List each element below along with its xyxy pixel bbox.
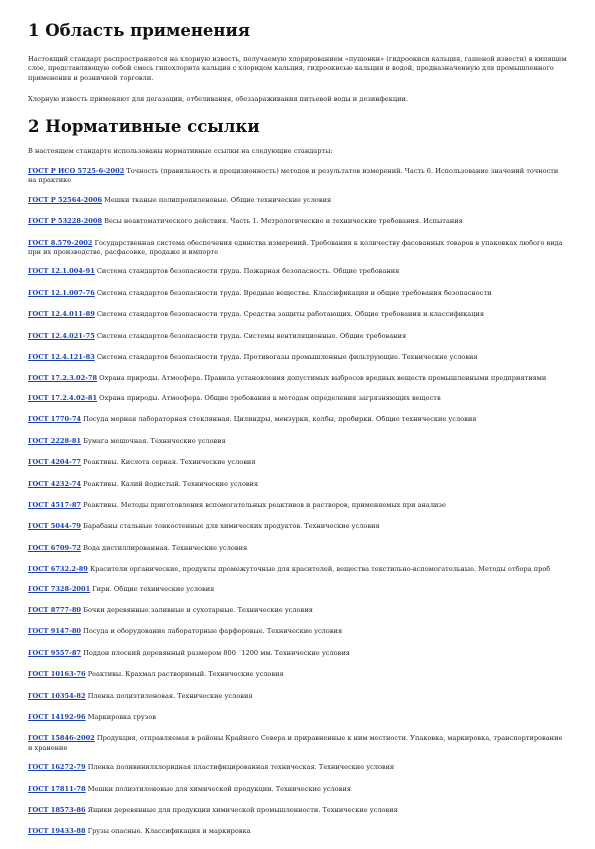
reference-code-link[interactable]: ГОСТ 10163-76 bbox=[28, 670, 86, 679]
reference-item bbox=[28, 353, 568, 362]
reference-code-link[interactable]: ГОСТ 12.1.007-76 bbox=[28, 288, 95, 297]
reference-item bbox=[28, 217, 568, 226]
reference-code-link[interactable]: ГОСТ 7328-2001 bbox=[28, 584, 91, 593]
reference-title: Реактивы. Калий йодистый. Технические условия bbox=[81, 479, 259, 488]
reference-item bbox=[28, 394, 568, 403]
reference-code-link[interactable]: ГОСТ 8777-80 bbox=[28, 605, 82, 614]
reference-code-link[interactable]: ГОСТ 6709-72 bbox=[28, 543, 82, 552]
reference-code-link[interactable]: ГОСТ 4517-87 bbox=[28, 500, 82, 509]
reference-code-link[interactable]: ГОСТ 19433-88 bbox=[28, 827, 86, 836]
reference-item bbox=[28, 827, 568, 836]
reference-title: Охрана природы. Атмосфера. Правила установления допустимых выбросов вредных веществ промышленными предприятиями bbox=[97, 374, 547, 383]
reference-item bbox=[28, 692, 568, 701]
reference-code-link[interactable]: ГОСТ 5044-79 bbox=[28, 522, 82, 531]
reference-code-link[interactable]: ГОСТ 12.4.121-83 bbox=[28, 353, 95, 362]
reference-code-link[interactable]: ГОСТ 8.579-2002 bbox=[28, 238, 93, 247]
reference-title: Ящики деревянные для продукции химической промышленности. Технические условия bbox=[85, 806, 398, 814]
reference-title: Поддон плоский деревянный размером 800 ´1200 мм. Технические условия bbox=[81, 648, 350, 657]
reference-item bbox=[28, 606, 568, 615]
reference-code-link[interactable]: ГОСТ 14192-96 bbox=[28, 712, 86, 721]
reference-code-link[interactable]: ГОСТ 6732.2-89 bbox=[28, 565, 88, 574]
reference-item bbox=[28, 734, 568, 753]
reference-title: Система стандартов безопасности труда. Вредные вещества. Классификация и общие требования безопасности bbox=[94, 288, 492, 297]
reference-item bbox=[28, 565, 568, 574]
reference-item bbox=[28, 267, 568, 276]
reference-code-link[interactable]: ГОСТ 15846-2002 bbox=[28, 734, 95, 743]
reference-code-link[interactable]: ГОСТ 4232-74 bbox=[28, 479, 82, 488]
references-intro: В настоящем стандарте использованы нормативные ссылки на следующие стандарты: bbox=[28, 147, 333, 155]
reference-title: Барабаны стальные тонкостенные для химических продуктов. Технические условия bbox=[81, 522, 380, 531]
reference-item bbox=[28, 785, 568, 794]
reference-item bbox=[28, 670, 568, 679]
reference-item bbox=[28, 437, 568, 446]
reference-title: Пленка поливинилхлоридная пластифицированная техническая. Технические условия bbox=[85, 763, 395, 772]
reference-item bbox=[28, 167, 568, 186]
reference-title: Охрана природы. Атмосфера. Общие требования к методам определения загрязняющих веществ bbox=[97, 393, 441, 402]
reference-title: Мешки полиэтиленовые для химической продукции. Технические условия bbox=[85, 784, 352, 793]
reference-title: Система стандартов безопасности труда. Пожарная безопасность. Общие требования bbox=[94, 267, 400, 276]
reference-item bbox=[28, 310, 568, 319]
reference-code-link[interactable]: ГОСТ 12.1.004-91 bbox=[28, 267, 95, 276]
reference-item bbox=[28, 585, 568, 594]
reference-title: Реактивы. Крахмал растворимый. Технические условия bbox=[85, 670, 284, 679]
reference-title: Система стандартов безопасности труда. Противогазы промышленные фильтрующие. Технические условия bbox=[94, 353, 478, 362]
reference-item bbox=[28, 374, 568, 383]
reference-code-link[interactable]: ГОСТ 17811-78 bbox=[28, 784, 86, 793]
reference-item bbox=[28, 501, 568, 510]
reference-code-link[interactable]: ГОСТ 18573-86 bbox=[28, 806, 86, 814]
reference-code-link[interactable]: ГОСТ 12.4.021-75 bbox=[28, 331, 95, 340]
section-1-heading: 1 Область применения bbox=[28, 21, 250, 40]
reference-title: Точность (правильность и прецизионность) методов и результатов измерений. Часть 6. Использование значений точности на практике bbox=[28, 167, 559, 185]
reference-title: Мешки тканые полипропиленовые. Общие технические условия bbox=[102, 195, 332, 204]
reference-item bbox=[28, 544, 568, 553]
reference-item bbox=[28, 806, 568, 815]
reference-code-link[interactable]: ГОСТ 2228-81 bbox=[28, 436, 82, 445]
reference-title: Весы неавтоматического действия. Часть 1. Метрологические и технические требования. Испытания bbox=[102, 217, 463, 226]
reference-item bbox=[28, 458, 568, 467]
reference-title: Продукция, отправляемая в районы Крайнего Севера и приравненные к ним местности. Упаковка, маркировка, транспортирование и хранение bbox=[28, 734, 563, 752]
reference-title: Реактивы. Методы приготовления вспомогательных реактивов и растворов, применяемых при анализе bbox=[81, 500, 446, 509]
reference-item bbox=[28, 415, 568, 424]
reference-title: Маркировка грузов bbox=[85, 712, 157, 721]
reference-code-link[interactable]: ГОСТ 9147-80 bbox=[28, 627, 82, 636]
scope-paragraph: Настоящий стандарт распространяется на хлорную известь, получаемую хлорированием «пушонки» (гидроокиси кальция, гашеной извести) в кипящем слое, представляющую собой смесь гипохлорита кальция с хлоридом кальция, гидроокисью кальция и водой, предназначенную для промышленного применения и розничной торговли. bbox=[28, 55, 567, 82]
reference-item bbox=[28, 522, 568, 531]
reference-code-link[interactable]: ГОСТ Р ИСО 5725-6-2002 bbox=[28, 167, 125, 175]
reference-title: Посуда мерная лабораторная стеклянная. Цилиндры, мензурки, колбы, пробирки. Общие технические условия bbox=[81, 415, 477, 424]
reference-item bbox=[28, 627, 568, 636]
reference-title: Система стандартов безопасности труда. Системы вентиляционные. Общие требования bbox=[94, 331, 407, 340]
reference-code-link[interactable]: ГОСТ 1770-74 bbox=[28, 415, 82, 424]
section-2-heading: 2 Нормативные ссылки bbox=[28, 117, 260, 136]
reference-title: Посуда и оборудование лабораторные фарфоровые. Технические условия bbox=[81, 627, 343, 636]
reference-item bbox=[28, 480, 568, 489]
reference-item bbox=[28, 289, 568, 298]
reference-title: Пленка полиэтиленовая. Технические условия bbox=[85, 691, 253, 700]
reference-title: Система стандартов безопасности труда. Средства защиты работающих. Общие требования и классификация bbox=[94, 310, 485, 319]
reference-item bbox=[28, 649, 568, 658]
reference-title: Грузы опасные. Классификация и маркировка bbox=[85, 827, 251, 836]
reference-code-link[interactable]: ГОСТ Р 52564-2006 bbox=[28, 195, 103, 204]
reference-title: Гири. Общие технические условия bbox=[90, 584, 215, 593]
scope-usage-paragraph: Хлорную известь применяют для дегазации, отбеливания, обеззараживания питьевой воды и дезинфекции. bbox=[28, 95, 408, 103]
reference-code-link[interactable]: ГОСТ 4204-77 bbox=[28, 458, 82, 467]
reference-item bbox=[28, 239, 568, 258]
reference-item bbox=[28, 713, 568, 722]
reference-item bbox=[28, 196, 568, 205]
reference-item bbox=[28, 763, 568, 772]
reference-code-link[interactable]: ГОСТ 12.4.011-89 bbox=[28, 310, 95, 319]
reference-title: Бочки деревянные заливные и сухотарные. Технические условия bbox=[81, 605, 313, 614]
reference-code-link[interactable]: ГОСТ Р 53228-2008 bbox=[28, 217, 103, 226]
reference-code-link[interactable]: ГОСТ 10354-82 bbox=[28, 691, 86, 700]
references-list bbox=[28, 167, 568, 849]
reference-code-link[interactable]: ГОСТ 16272-79 bbox=[28, 763, 86, 772]
reference-title: Государственная система обеспечения единства измерений. Требования к количеству фасованных товаров в упаковках любого вида при их производстве, расфасовке, продаже и импорте bbox=[28, 238, 563, 257]
reference-code-link[interactable]: ГОСТ 17.2.3.02-78 bbox=[28, 374, 98, 383]
reference-title: Реактивы. Кислота серная. Технические условия bbox=[81, 458, 256, 467]
reference-code-link[interactable]: ГОСТ 9557-87 bbox=[28, 648, 82, 657]
reference-title: Бумага мешочная. Технические условия bbox=[81, 436, 226, 445]
reference-title: Вода дистиллированная. Технические условия bbox=[81, 543, 248, 552]
reference-code-link[interactable]: ГОСТ 17.2.4.02-81 bbox=[28, 393, 98, 402]
reference-title: Красители органические, продукты промежуточные для красителей, вещества текстильно-вспомогательные. Методы отбора проб bbox=[87, 565, 551, 574]
reference-item bbox=[28, 332, 568, 341]
